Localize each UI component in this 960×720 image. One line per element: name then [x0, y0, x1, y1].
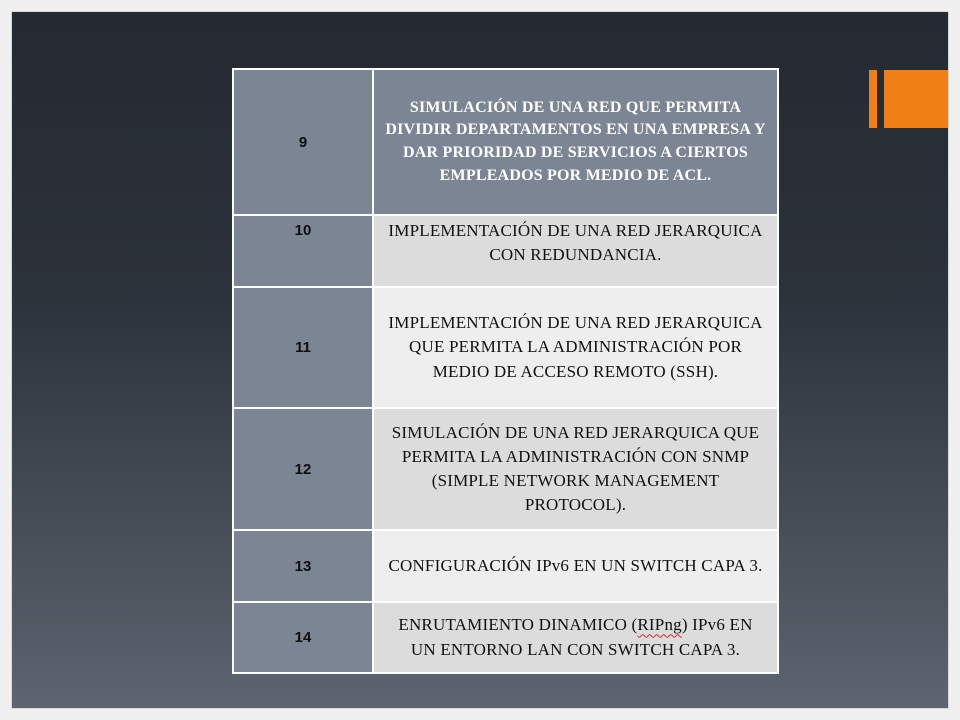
table-row	[233, 602, 778, 673]
slide	[12, 12, 948, 708]
row-number: 11	[233, 287, 373, 408]
row-description	[373, 602, 778, 673]
row-description: SIMULACIÓN DE UNA RED QUE PERMITA DIVIDIR DEPARTAMENTOS EN UNA EMPRESA Y DAR PRIORIDAD DE SERVICIOS A CIERTOS EMPLEADOS POR MEDIO DE ACL.	[373, 69, 778, 215]
row-number: 12	[233, 408, 373, 530]
row-description: CONFIGURACIÓN IPv6 EN UN SWITCH CAPA 3.	[373, 530, 778, 602]
accent-bar-thin	[869, 70, 877, 128]
practice-table-grid	[232, 68, 779, 674]
practice-table	[232, 68, 779, 672]
row-number: 13	[233, 530, 373, 602]
row-description: IMPLEMENTACIÓN DE UNA RED JERARQUICA QUE PERMITA LA ADMINISTRACIÓN POR MEDIO DE ACCESO REMOTO (SSH).	[373, 287, 778, 408]
table-row	[233, 408, 778, 530]
row-description-part: ENRUTAMIENTO DINAMICO (	[398, 615, 638, 635]
table-row	[233, 215, 778, 287]
table-row	[233, 530, 778, 602]
row-description: SIMULACIÓN DE UNA RED JERARQUICA QUE PERMITA LA ADMINISTRACIÓN CON SNMP (SIMPLE NETWORK MANAGEMENT PROTOCOL).	[373, 408, 778, 530]
row-description: IMPLEMENTACIÓN DE UNA RED JERARQUICA CON REDUNDANCIA.	[373, 215, 778, 287]
row-description-part: ) IPv6 EN UN ENTORNO LAN CON SWITCH CAPA 3.	[410, 615, 753, 659]
accent-bar-block	[884, 70, 948, 128]
row-number: 10	[233, 215, 373, 287]
row-number: 9	[233, 69, 373, 215]
row-number: 14	[233, 602, 373, 673]
table-row	[233, 69, 778, 215]
spellcheck-underlined-word: RIPng	[637, 615, 682, 635]
table-row	[233, 287, 778, 408]
